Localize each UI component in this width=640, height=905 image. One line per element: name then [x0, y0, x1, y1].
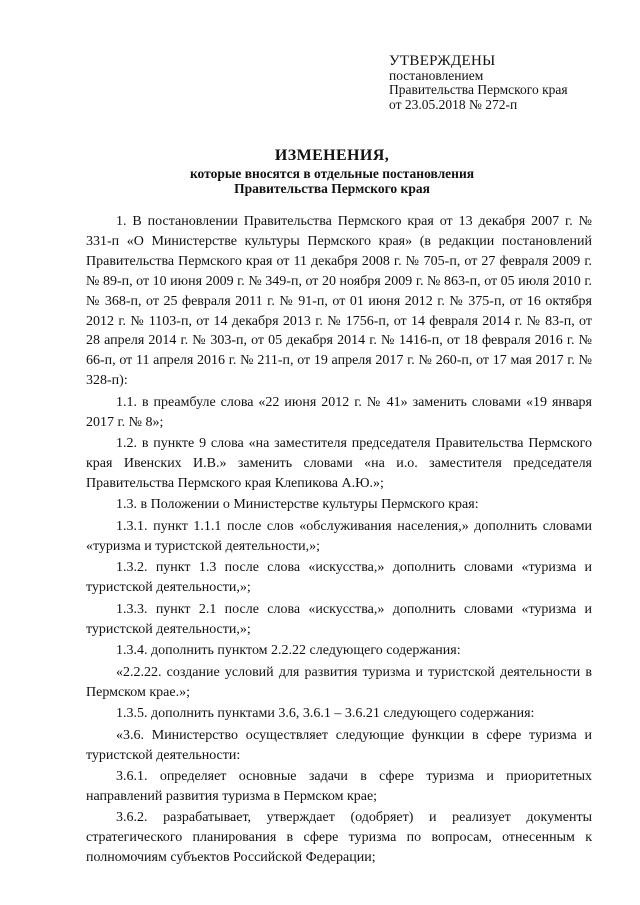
paragraph: 1.2. в пункте 9 слова «на заместителя председателя Правительства Пермского края Ивенских И.В.» заменить словами «на и.о. заместителя председателя Правительства Пермского края Клепикова А.Ю.»; — [86, 436, 592, 491]
paragraph: 1.3.5. дополнить пунктами 3.6, 3.6.1 – 3.6.21 следующего содержания: — [116, 706, 535, 722]
paragraph: 3.6.2. разрабатывает, утверждает (одобряет) и реализует документы стратегического планирования в сфере туризма по вопросам, отнесенным к полномочиям субъектов Российской Федерации; — [86, 810, 592, 866]
paragraph: 1.3.4. дополнить пунктом 2.2.22 следующего содержания: — [116, 643, 461, 659]
title-subheading: которые вносятся в отдельные постановления — [189, 166, 475, 181]
approval-date-number: от 23.05.2018 № 272-п — [389, 96, 518, 112]
paragraph: «2.2.22. создание условий для развития туризма и туристской деятельности в Пермском крае.»; — [86, 664, 592, 700]
paragraph: 1.3. в Положении о Министерстве культуры Пермского края: — [116, 497, 479, 513]
title-heading: ИЗМЕНЕНИЯ, — [274, 147, 390, 164]
paragraph: 3.6.1. определяет основные задачи в сфере туризма и приоритетных направлений развития туризма в Пермском крае; — [86, 769, 592, 804]
approval-line: Правительства Пермского края — [389, 82, 568, 97]
paragraph: 1.1. в преамбуле слова «22 июня 2012 г. № 41» заменить словами «19 января 2017 г. № 8»; — [86, 394, 592, 430]
paragraph: 1.3.3. пункт 2.1 после слова «искусства,» дополнить словами «туризма и туристской деятельности,»; — [86, 601, 592, 637]
paragraph: 1.3.2. пункт 1.3 после слова «искусства,» дополнить словами «туризма и туристской деятельности,»; — [86, 560, 592, 596]
paragraph: 1. В постановлении Правительства Пермского края от 13 декабря 2007 г. № 331-п «О Министерстве культуры Пермского края» (в редакции постановлений Правительства Пермского края от 11 декабря 2008 г. № 705-п, от 27 февраля 2009 г. № 89-п, от 10 июня 2009 г. № 349-п, от 20 ноября 2009 г. № 863-п, от 05 июля 2010 г. № 368-п, от 25 февраля 2011 г. № 91-п, от 01 июня 2012 г. № 375-п, от 16 октября 2012 г. № 1103-п, от 14 декабря 2013 г. № 1756-п, от 14 февраля 2014 г. № 83-п, от 28 апреля 2014 г. № 303-п, от 05 декабря 2014 г. № 1416-п, от 18 февраля 2016 г. № 66-п, от 11 апреля 2016 г. № 211-п, от 19 апреля 2017 г. № 260-п, от 17 мая 2017 г. № 328-п): — [86, 214, 592, 389]
paragraph: 1.3.1. пункт 1.1.1 после слов «обслуживания населения,» дополнить словами «туризма и туристской деятельности,»; — [86, 518, 592, 554]
title-subheading: Правительства Пермского края — [234, 181, 430, 196]
paragraph: «3.6. Министерство осуществляет следующие функции в сфере туризма и туристской деятельности: — [86, 727, 592, 763]
approval-line: постановлением — [389, 67, 484, 83]
document-title — [0, 146, 640, 196]
approval-stamp — [389, 54, 568, 112]
approval-heading: УТВЕРЖДЕНЫ — [389, 53, 496, 69]
document-body — [86, 212, 592, 870]
